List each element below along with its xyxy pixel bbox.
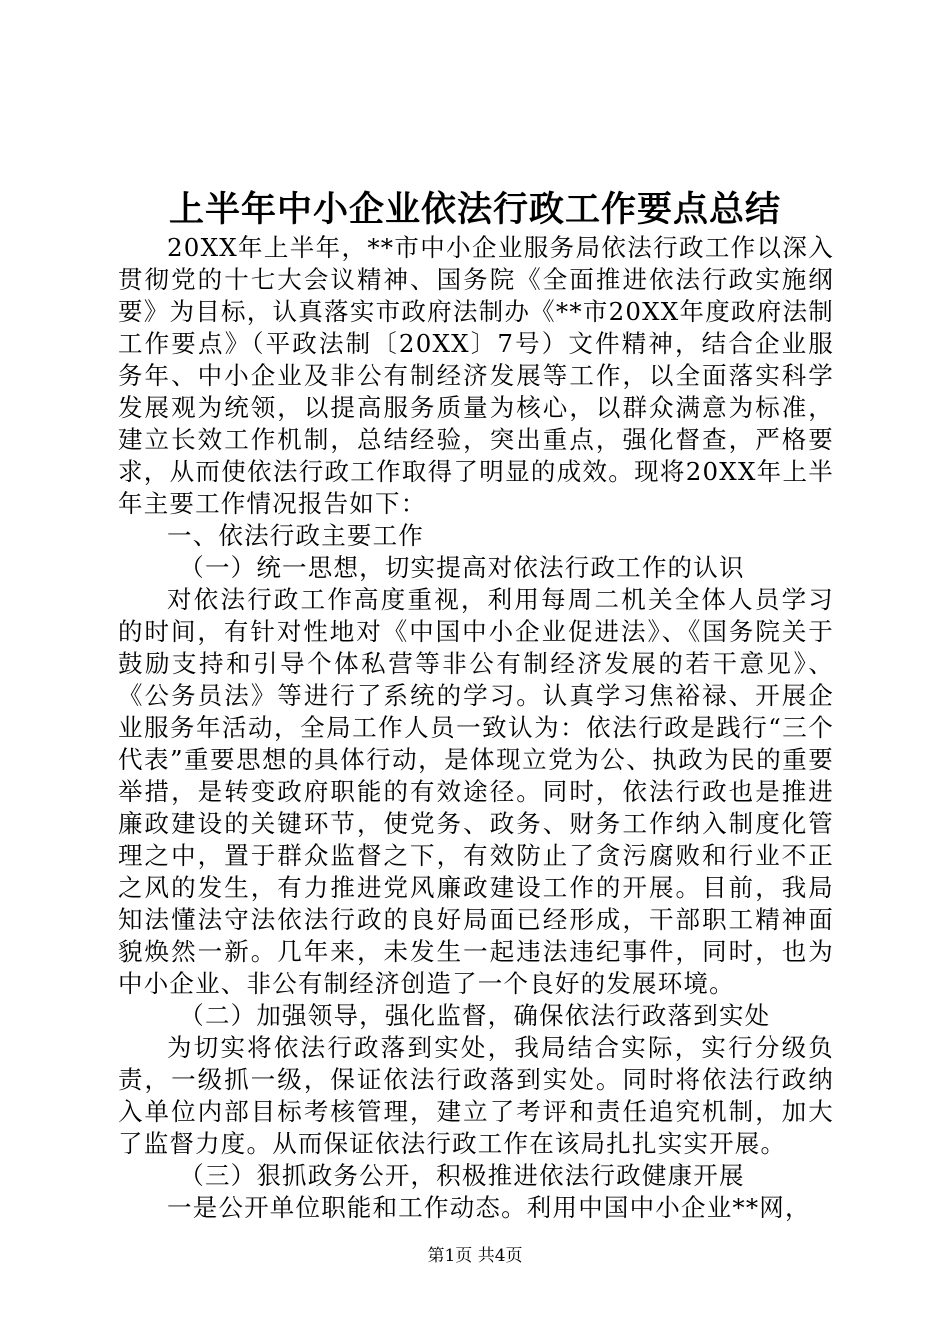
body-paragraph-2: 为切实将依法行政落到实处，我局结合实际，实行分级负责，一级抓一级，保证依法行政落到实处。同时将依法行政纳入单位内部目标考核管理，建立了考评和责任追究机制，加大了监督力度。从而保证依法行政工作在该局扎扎实实开展。 [118, 1033, 834, 1158]
intro-paragraph: 20XX年上半年，**市中小企业服务局依法行政工作以深入贯彻党的十七大会议精神、国务院《全面推进依法行政实施纲要》为目标，认真落实市政府法制办《**市20XX年度政府法制工作要点》（平政法制〔20XX〕7号）文件精神，结合企业服务年、中小企业及非公有制经济发展等工作，以全面落实科学发展观为统领，以提高服务质量为核心，以群众满意为标准，建立长效工作机制，总结经验，突出重点，强化督查，严格要求，从而使依法行政工作取得了明显的成效。现将20XX年上半年主要工作情况报告如下： [118, 233, 834, 518]
body-paragraph-1: 对依法行政工作高度重视，利用每周二机关全体人员学习的时间，有针对性地对《中国中小企业促进法》、《国务院关于鼓励支持和引导个体私营等非公有制经济发展的若干意见》、《公务员法》等进行了系统的学习。认真学习焦裕禄、开展企业服务年活动，全局工作人员一致认为：依法行政是践行“三个代表”重要思想的具体行动，是体现立党为公、执政为民的重要举措，是转变政府职能的有效途径。同时，依法行政也是推进廉政建设的关键环节，使党务、政务、财务工作纳入制度化管理之中，置于群众监督之下，有效防止了贪污腐败和行业不正之风的发生，有力推进党风廉政建设工作的开展。目前，我局知法懂法守法依法行政的良好局面已经形成，干部职工精神面貌焕然一新。几年来，未发生一起违法违纪事件，同时，也为中小企业、非公有制经济创造了一个良好的发展环境。 [118, 585, 834, 998]
body-paragraph-3: 一是公开单位职能和工作动态。利用中国中小企业**网， [167, 1193, 811, 1222]
document-title: 上半年中小企业依法行政工作要点总结 [168, 189, 781, 230]
section-heading-1: 一、依法行政主要工作 [167, 521, 424, 550]
document-body [118, 232, 834, 1224]
subsection-heading-2: （二）加强领导，强化监督，确保依法行政落到实处 [179, 1001, 771, 1030]
page-number-footer: 第1页 共4页 [427, 1246, 523, 1266]
subsection-heading-1: （一）统一思想，切实提高对依法行政工作的认识 [179, 553, 745, 582]
subsection-heading-3: （三）狠抓政务公开，积极推进依法行政健康开展 [179, 1161, 745, 1190]
